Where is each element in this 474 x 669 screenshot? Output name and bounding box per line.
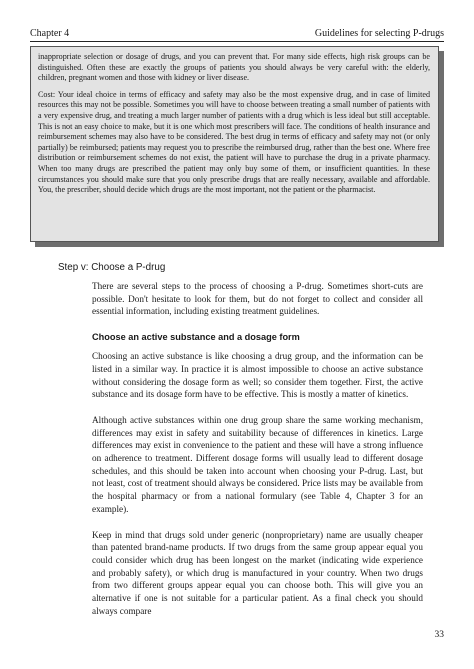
body-paragraph-4: Keep in mind that drugs sold under generic (nonproprietary) name are usually cheaper than patented brand-name products. If two drugs from the same group appear equal you could consider which drug has been longest on the market (indicating wide experience and probably safety), or which drug is manufactured in your country. When two drugs from two different groups appear equal you can choose both. This will give you an alternative if one is not suitable for a particular patient. As a final check you should always compare bbox=[92, 529, 423, 616]
body-paragraph-3: Although active substances within one drug group share the same working mechanism, differences may exist in safety and suitability because of differences in kinetics. Large differences may exist in convenience to the patient and these will have a strong influence on adherence to treatment. Different dosage forms will usually lead to different dosage schedules, and this should be taken into account when choosing your P-drug. Last, but not least, cost of treatment should always be considered. Price lists may be available from the hospital pharmacy or from a national formulary (see Table 4, Chapter 3 for an example). bbox=[92, 414, 423, 514]
box-paragraph-safety: inappropriate selection or dosage of drugs, and you can prevent that. For many side effects, high risk groups can be distinguished. Often these are exactly the groups of patients you should always be very careful with: the elderly, children, pregnant women and those with kidney or liver disease. bbox=[38, 52, 430, 83]
body-text bbox=[92, 280, 423, 630]
subheading: Choose an active substance and a dosage form bbox=[92, 332, 300, 343]
page-number: 33 bbox=[434, 630, 444, 640]
box-paragraph-cost: Cost: Your ideal choice in terms of efficacy and safety may also be the most expensive drug, and in case of limited resources this may not be possible. Sometimes you will have to choose between treating a small number of patients with a very expensive drug, and treating a much larger number of patients with a drug which is less ideal but still acceptable. This is not an easy choice to make, but it is one which most prescribers will face. The conditions of health insurance and reimbursement schemes may also have to be considered. The best drug in terms of efficacy and safety may not (or only partially) be reimbursed; patients may request you to prescribe the reimbursed drug, rather than the best one. Where free distribution or reimbursement schemes do not exist, the patient will have to purchase the drug in a private pharmacy. When too many drugs are prescribed the patient may only buy some of them, or insufficient quantities. In these circumstances you should make sure that you only prescribe drugs that are really necessary, available and affordable. You, the prescriber, should decide which drugs are the most important, not the patient or the pharmacist. bbox=[38, 89, 430, 195]
running-header bbox=[30, 27, 444, 42]
info-box bbox=[30, 46, 445, 248]
section-title: Guidelines for selecting P-drugs bbox=[314, 28, 444, 39]
chapter-label: Chapter 4 bbox=[30, 28, 70, 39]
body-paragraph-2: Choosing an active substance is like choosing a drug group, and the information can be listed in a similar way. In practice it is almost impossible to choose an active substance without considering the dosage form as well; so consider them together. First, the active substance and its dosage form have to be effective. This is mostly a matter of kinetics. bbox=[92, 351, 423, 400]
info-box-panel bbox=[30, 46, 439, 242]
step-heading: Step v: Choose a P-drug bbox=[58, 262, 166, 273]
body-paragraph-1: There are several steps to the process of choosing a P-drug. Sometimes short-cuts are possible. Don't hesitate to look for them, but do not forget to collect and consider all essential information, including existing treatment guidelines. bbox=[92, 281, 423, 317]
info-box-content bbox=[38, 52, 430, 202]
